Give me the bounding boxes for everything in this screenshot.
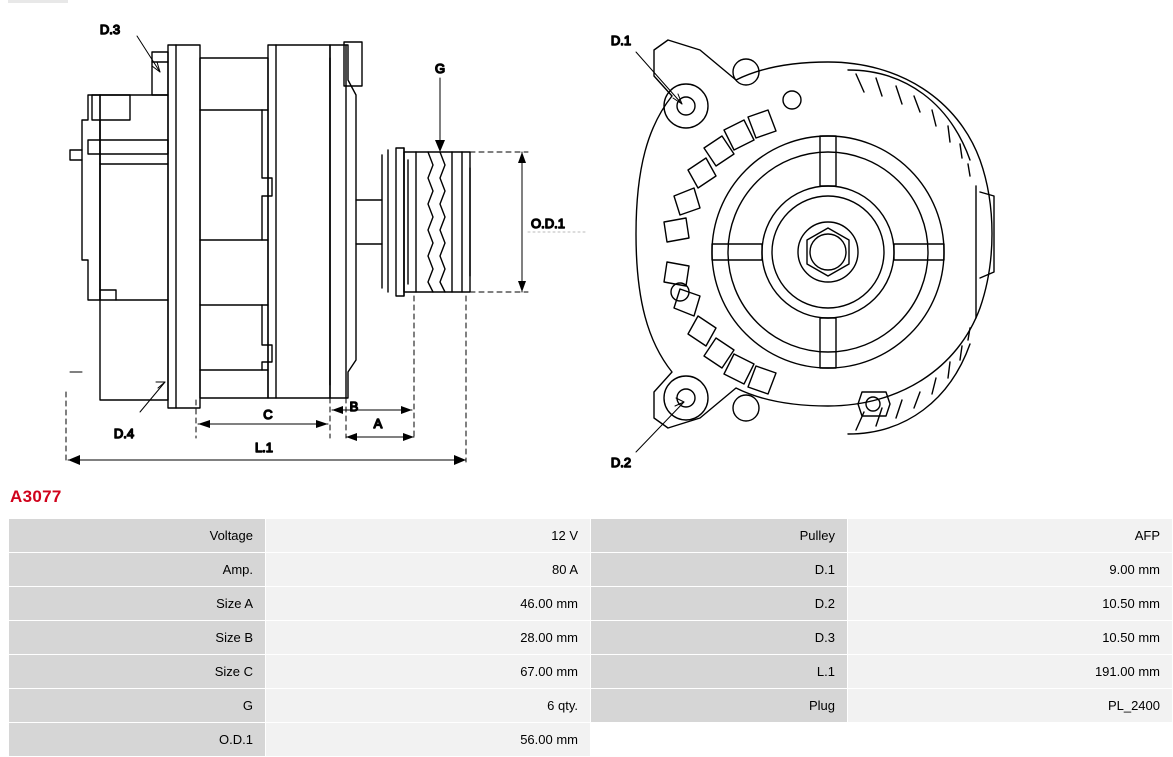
table-row [9,723,1173,757]
spec-value: 10.50 mm [848,587,1173,621]
spec-value: 67.00 mm [266,655,591,689]
spec-value: 6 qty. [266,689,591,723]
alternator-side-view [70,42,470,408]
spec-label: O.D.1 [9,723,266,757]
spec-value: 46.00 mm [266,587,591,621]
spec-label: Amp. [9,553,266,587]
label-a: A [373,416,383,431]
spec-label: Size A [9,587,266,621]
spec-label: Size B [9,621,266,655]
label-od1: O.D.1 [531,216,565,231]
spec-value: 80 A [266,553,591,587]
spec-empty-cell [591,723,848,757]
spec-value: 12 V [266,519,591,553]
spec-value: 9.00 mm [848,553,1173,587]
table-row [9,689,1173,723]
spec-value: 191.00 mm [848,655,1173,689]
spec-label: D.1 [591,553,848,587]
table-row [9,587,1173,621]
spec-label: Voltage [9,519,266,553]
part-number: A3077 [10,487,62,506]
spec-label: L.1 [591,655,848,689]
spec-label: D.3 [591,621,848,655]
spec-value: 10.50 mm [848,621,1173,655]
specification-table [8,518,1173,757]
spec-empty-cell [848,723,1173,757]
table-row [9,553,1173,587]
spec-label: Size C [9,655,266,689]
label-l1: L.1 [254,440,274,455]
spec-label: G [9,689,266,723]
label-g: G [434,61,446,76]
table-row [9,621,1173,655]
spec-label: Pulley [591,519,848,553]
spec-label: D.2 [591,587,848,621]
spec-label: Plug [591,689,848,723]
label-d1: D.1 [610,33,632,48]
specification-table-body [9,519,1173,757]
front-view-annotations [636,52,684,452]
table-row [9,655,1173,689]
spec-value: AFP [848,519,1173,553]
alternator-front-view [636,40,994,434]
spec-value: 56.00 mm [266,723,591,757]
spec-value: 28.00 mm [266,621,591,655]
label-d4: D.4 [113,426,135,441]
table-row [9,519,1173,553]
label-d3: D.3 [99,22,121,37]
spec-value: PL_2400 [848,689,1173,723]
label-d2: D.2 [610,455,632,470]
label-c: C [263,407,273,422]
label-b: B [349,399,359,414]
